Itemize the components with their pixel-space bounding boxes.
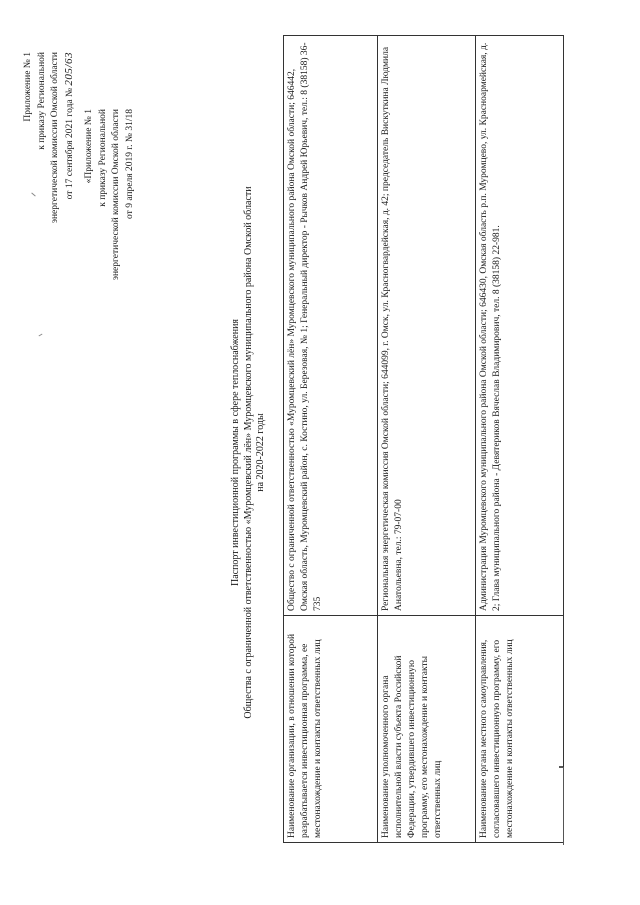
table-row — [378, 36, 476, 843]
appendix-line: «Приложение № 1 — [84, 109, 94, 184]
appendix-line: к приказу Региональной — [36, 52, 47, 150]
row-label: Наименование организации, в отношении которой разрабатывается инвестиционная программа, ее местонахождение и контакты ответственных лиц — [284, 616, 378, 843]
appendix-line: энергетической комиссии Омской области — [50, 52, 60, 224]
appendix-line: от 9 апреля 2019 г. № 31/18 — [124, 109, 135, 219]
appendix-date-line — [63, 52, 78, 905]
row-label: Наименование уполномоченного органа исполнительной власти субъекта Российской Федерации, утвердившего инвестиционную программу, его местонахождение и контакты ответственных лиц — [378, 616, 476, 843]
title-line: Паспорт инвестиционной программы в сфере теплоснабжения — [230, 318, 241, 587]
passport-table — [283, 35, 564, 843]
title-line: Общества с ограниченной ответственностью «Муромцевский лён» Муромцевского муниципального района Омской области — [242, 186, 254, 719]
table-row — [284, 36, 378, 843]
signature-line — [563, 767, 564, 845]
appendix-line: к приказу Региональной — [97, 109, 108, 207]
appendix-previous-header — [83, 109, 137, 905]
handwritten-order-number: 205/63 — [62, 52, 75, 86]
table-row — [476, 36, 564, 843]
appendix-date-text: от 17 сентября 2021 года № — [64, 87, 75, 200]
row-value: Администрация Муромцевского муниципального района Омской области; 646430, Омская область р.п. Муромцево, ул. Красноармейская, д. 2; Глава муниципального района - Девятериков Вячеслав Владимирович, тел. 8 (38158) 22-981. — [476, 36, 564, 616]
row-value: Региональная энергетическая комиссия Омской области; 644099, г. Омск, ул. Красногвардейская, д. 42; председатель Вискуткина Людмила Анатольевна, тел.: 79-07-00 — [378, 36, 476, 616]
row-value: Общество с ограниченной ответственностью «Муромцевский лён» Муромцевского муниципального района Омской области; 646442, Омская область, Муромцевский район, с. Костино, ул. Березовая, № 1; Генеральный директор - Рычков Андрей Юрьевич, тел.: 8 (38158) 36-735 — [284, 36, 378, 616]
appendix-line: Приложение № 1 — [23, 52, 33, 122]
appendix-current-header — [22, 52, 77, 905]
row-label: Наименование органа местного самоуправления, согласовавшего инвестиционную программу, его местонахождение и контакты ответственных лиц — [476, 616, 564, 843]
appendix-line: энергетической комиссии Омской области — [111, 109, 121, 281]
title-line: на 2020-2022 годы — [255, 413, 266, 492]
signature-tick — [559, 766, 563, 768]
document-title — [230, 0, 268, 905]
